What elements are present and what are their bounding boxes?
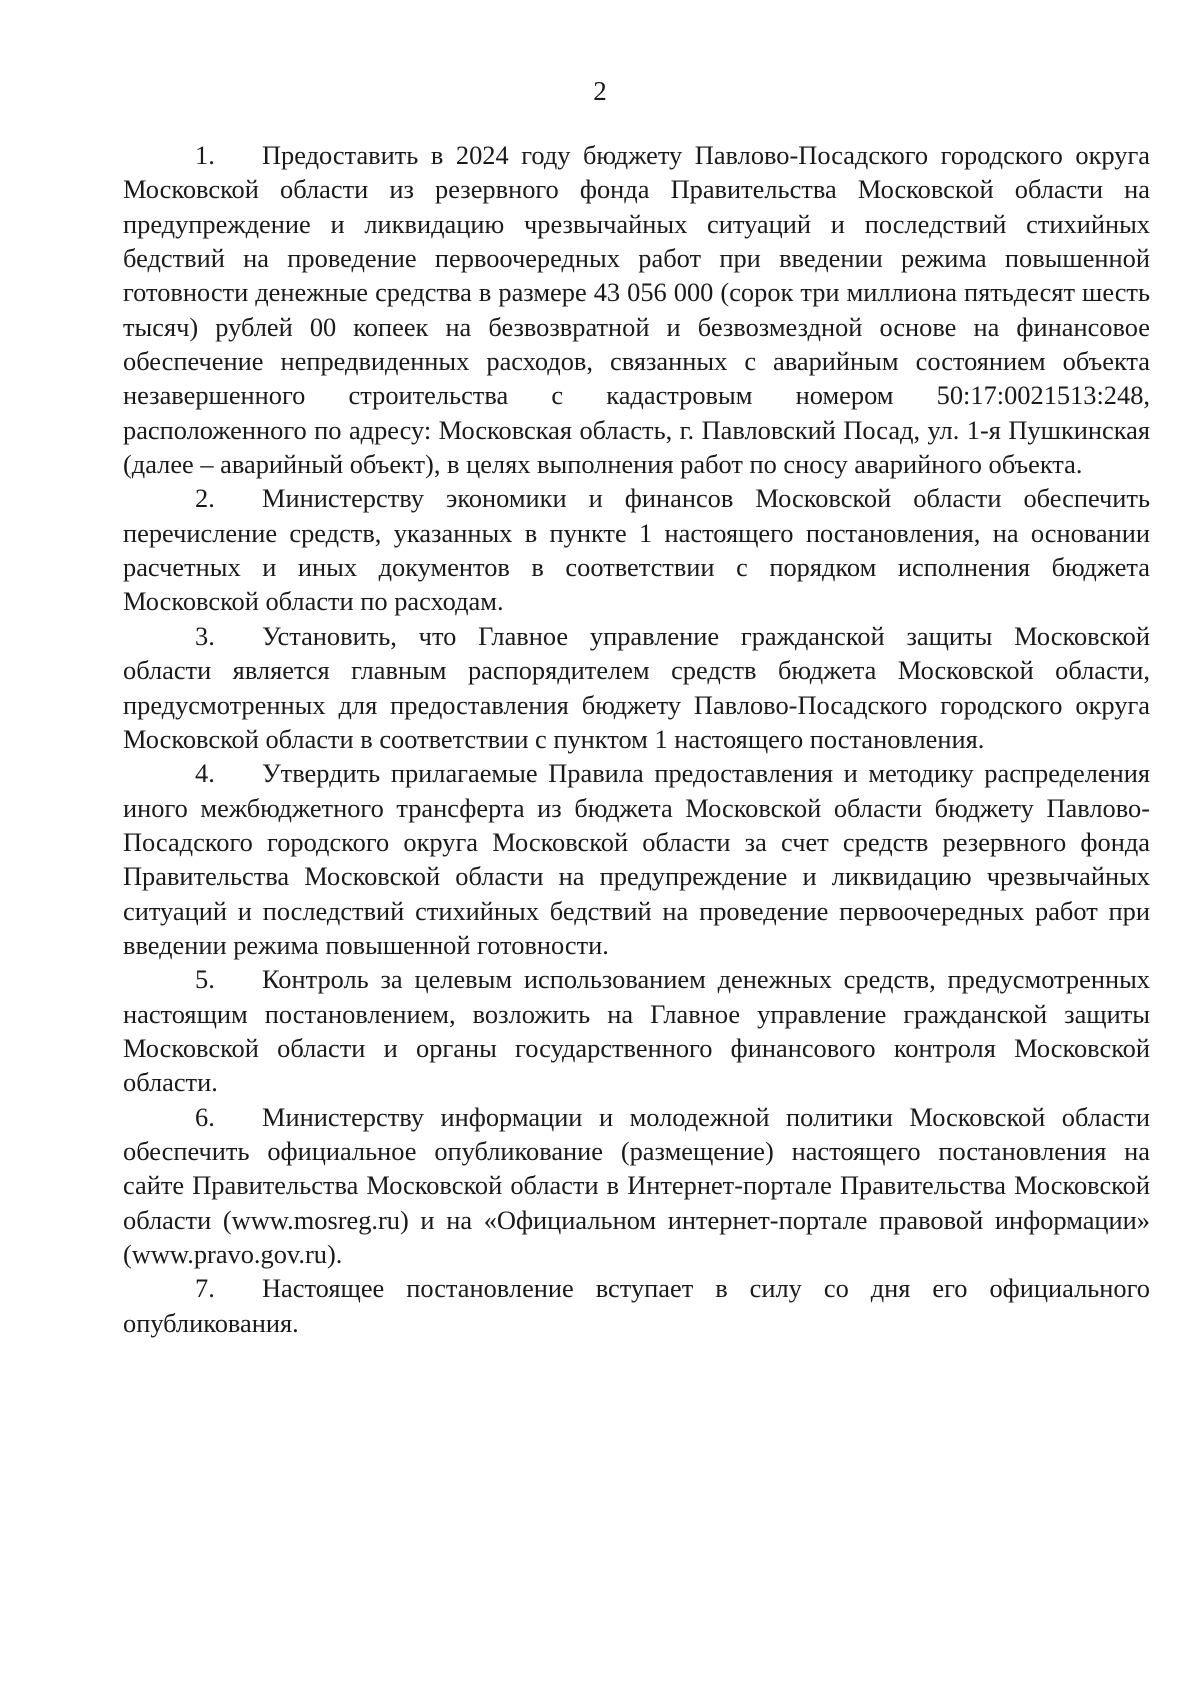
paragraph-text: Контроль за целевым использованием денежных средств, предусмотренных настоящим постановлением, возложить на Главное управление гражданской защиты Московской области и органы государственного финансового контроля Московской области.	[123, 964, 1150, 1098]
page-number: 2	[593, 76, 607, 106]
paragraph-4	[123, 756, 1150, 962]
paragraph-number: 4.	[195, 758, 215, 789]
paragraph-5	[123, 962, 1150, 1099]
paragraph-number: 2.	[195, 483, 215, 514]
paragraph-number: 5.	[195, 964, 215, 995]
paragraph-3	[123, 619, 1150, 756]
paragraph-text: Настоящее постановление вступает в силу со дня его официального опубликования.	[123, 1273, 1150, 1338]
document-body	[123, 138, 1150, 1340]
paragraph-number: 6.	[195, 1101, 215, 1132]
paragraph-text: Министерству информации и молодежной политики Московской области обеспечить официальное опубликование (размещение) настоящего постановления на сайте Правительства Московской области в Интернет-портале Правительства Московской области (www.mosreg.ru) и на «Официальном интернет-портале правовой информации» (www.pravo.gov.ru).	[123, 1101, 1150, 1269]
paragraph-7	[123, 1271, 1150, 1340]
paragraph-1	[123, 138, 1150, 481]
paragraph-number: 7.	[195, 1273, 215, 1304]
paragraph-text: Утвердить прилагаемые Правила предоставления и методику распределения иного межбюджетного трансферта из бюджета Московской области бюджету Павлово-Посадского городского округа Московской области за счет средств резервного фонда Правительства Московской области на предупреждение и ликвидацию чрезвычайных ситуаций и последствий стихийных бедствий на проведение первоочередных работ при введении режима повышенной готовности.	[123, 758, 1150, 960]
paragraph-2	[123, 481, 1150, 618]
paragraph-6	[123, 1100, 1150, 1272]
paragraph-text: Установить, что Главное управление гражданской защиты Московской области является главным распорядителем средств бюджета Московской области, предусмотренных для предоставления бюджету Павлово-Посадского городского округа Московской области в соответствии с пунктом 1 настоящего постановления.	[123, 620, 1150, 754]
paragraph-number: 1.	[195, 140, 215, 170]
paragraph-text: Предоставить в 2024 году бюджету Павлово-Посадского городского округа Московской области из резервного фонда Правительства Московской области на предупреждение и ликвидацию чрезвычайных ситуаций и последствий стихийных бедствий на проведение первоочередных работ при введении режима повышенной готовности денежные средства в размере 43 056 000 (сорок три миллиона пятьдесят шесть тысяч) рублей 00 копеек на безвозвратной и безвозмездной основе на финансовое обеспечение непредвиденных расходов, связанных с аварийным состоянием объекта незавершенного строительства с кадастровым номером 50:17:0021513:248, расположенного по адресу: Московская область, г. Павловский Посад, ул. 1-я Пушкинская (далее – аварийный объект), в целях выполнения работ по сносу аварийного объекта.	[123, 140, 1150, 480]
paragraph-text: Министерству экономики и финансов Московской области обеспечить перечисление средств, указанных в пункте 1 настоящего постановления, на основании расчетных и иных документов в соответствии с порядком исполнения бюджета Московской области по расходам.	[123, 483, 1150, 617]
paragraph-number: 3.	[195, 620, 215, 651]
